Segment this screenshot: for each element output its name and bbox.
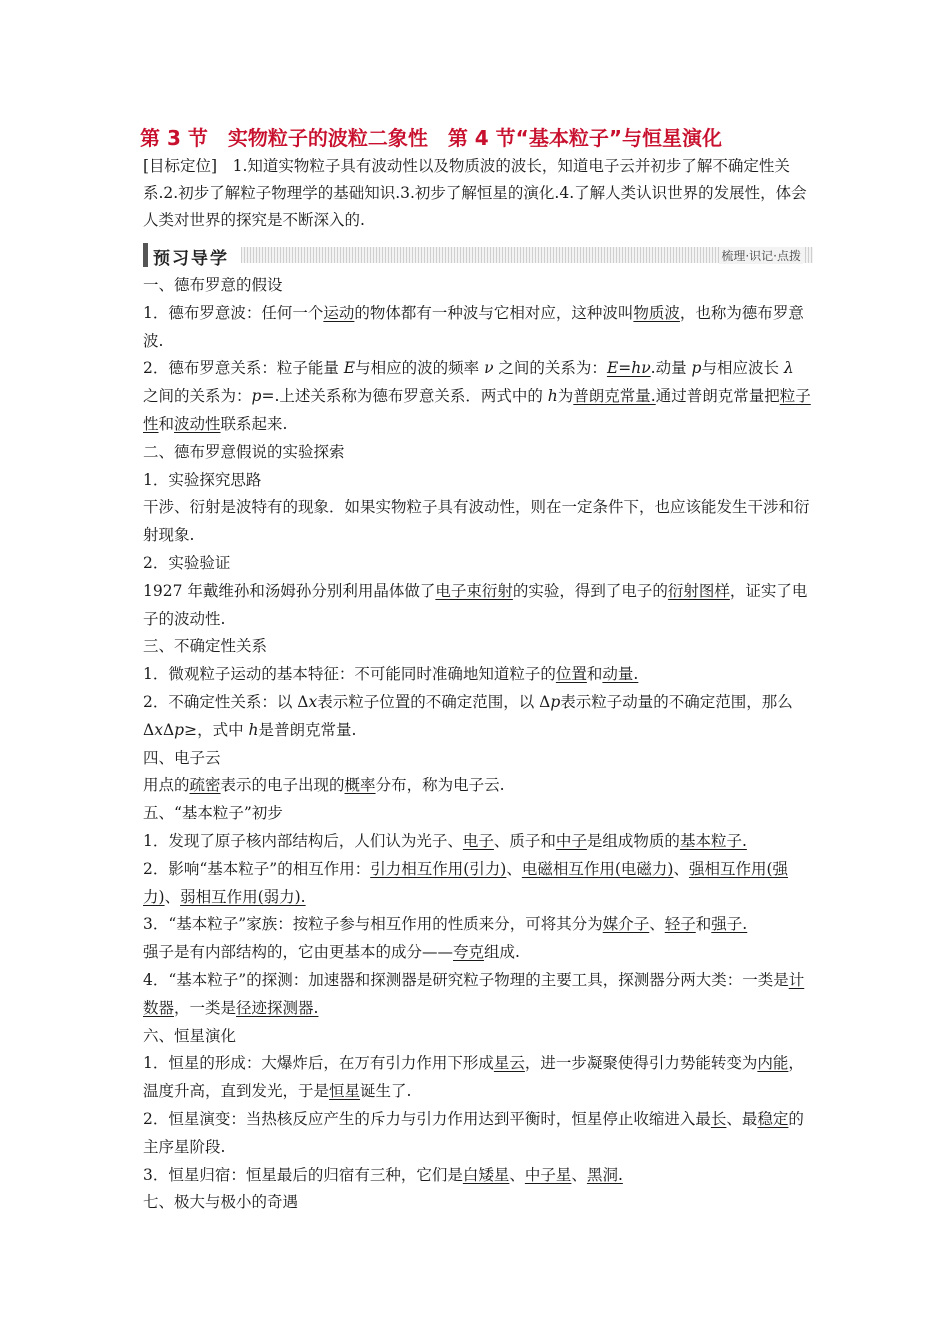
paragraph: 4．“基本粒子”的探测：加速器和探测器是研究粒子物理的主要工具，探测器分两大类：一类是计数器，一类是径迹探测器. (143, 970, 805, 1017)
blank-answer: 轻子 (664, 915, 696, 934)
blank-answer: 中子星 (524, 1165, 572, 1184)
paragraph: 3．“基本粒子”家族：按粒子参与相互作用的性质来分，可将其分为媒介子、轻子和强子. 强子是有内部结构的，它由更基本的成分——夸克组成. (143, 915, 748, 962)
banner-label: 预习导学 (153, 249, 229, 269)
paragraph: 2．德布罗意关系：粒子能量 E与相应的波的频率 ν 之间的关系为：E=hν.动量 p与相应波长 λ 之间的关系为：p=.上述关系称为德布罗意关系．两式中的 h为普朗克常量.通过普朗克常量把粒子性和波动性联系起来. (143, 359, 811, 433)
blank-answer: 星云 (493, 1054, 525, 1073)
banner-subtitle: 梳理·识记·点拨 (721, 249, 801, 263)
document-body (143, 272, 813, 1217)
blank-answer: E=hν (606, 359, 651, 378)
blank-answer: 媒介子 (602, 915, 650, 934)
banner-bar (143, 243, 148, 267)
blank-answer: 粒子性 (143, 387, 811, 433)
paragraph: 1．微观粒子运动的基本特征：不可能同时准确地知道粒子的位置和动量. (143, 665, 639, 684)
paragraph: 2．实验验证 (143, 553, 231, 572)
blank-answer: 普朗克常量. (573, 387, 656, 406)
paragraph: 1．发现了原子核内部结构后，人们认为光子、电子、质子和中子是组成物质的基本粒子. (143, 831, 747, 850)
paragraph: 2．恒星演变：当热核反应产生的斥力与引力作用达到平衡时，恒星停止收缩进入最长、最稳定的主序星阶段. (143, 1109, 804, 1156)
section-heading: 三、不确定性关系 (143, 637, 268, 656)
blank-answer: 径迹探测器. (236, 998, 319, 1017)
section-heading: 七、极大与极小的奇遇 (143, 1193, 299, 1212)
blank-answer: 衍射图样 (667, 581, 730, 600)
blank-answer: 基本粒子. (679, 831, 747, 850)
blank-answer: 疏密 (189, 776, 221, 795)
blank-answer: 恒星 (329, 1082, 361, 1101)
blank-answer: 黑洞. (586, 1165, 623, 1184)
section-heading: 一、德布罗意的假设 (143, 276, 283, 294)
blank-answer: 运动 (323, 303, 355, 322)
section-heading: 二、德布罗意假说的实验探索 (143, 442, 345, 461)
blank-answer: 动量. (602, 665, 639, 684)
paragraph: 干涉、衍射是波特有的现象．如果实物粒子具有波动性，则在一定条件下，也应该能发生干涉和衍射现象. (143, 498, 810, 545)
blank-answer: 波动性 (174, 414, 221, 433)
blank-answer: 内能 (757, 1054, 789, 1073)
paragraph: 1．德布罗意波：任何一个运动的物体都有一种波与它相对应，这种波叫物质波，也称为德布罗意波. (143, 303, 804, 350)
blank-answer: 白矮星 (462, 1165, 510, 1184)
paragraph: 用点的疏密表示的电子出现的概率分布，称为电子云. (143, 776, 505, 795)
blank-answer: 强子. (711, 915, 748, 934)
blank-answer: 长 (710, 1109, 727, 1128)
blank-answer: 电子束衍射 (435, 581, 513, 600)
blank-answer: 电磁相互作用(电磁力) (521, 859, 674, 878)
paragraph: 1．实验探究思路 (143, 470, 262, 489)
page-title: 第 3 节 实物粒子的波粒二象性 第 4 节“基本粒子”与恒星演化 (140, 126, 722, 150)
paragraph: 3．恒星归宿：恒星最后的归宿有三种，它们是白矮星、中子星、黑洞. (143, 1165, 623, 1184)
blank-answer: 计数器 (143, 970, 805, 1017)
section-heading: 五、“基本粒子”初步 (143, 804, 283, 823)
paragraph: 2．影响“基本粒子”的相互作用：引力相互作用(引力)、电磁相互作用(电磁力)、强相互作用(强力)、弱相互作用(弱力). (143, 859, 789, 906)
paragraph: 2．不确定性关系：以 Δx表示粒子位置的不确定范围，以 Δp表示粒子动量的不确定范围，那么 ΔxΔp≥，式中 h是普朗克常量. (143, 692, 793, 739)
section-banner (143, 243, 813, 267)
blank-answer: 电子 (462, 831, 494, 850)
learning-objectives: [目标定位] 1.知道实物粒子具有波动性以及物质波的波长，知道电子云并初步了解不确定性关系.2.初步了解粒子物理学的基础知识.3.初步了解恒星的演化.4.了解人类认识世界的发展性，体会人类对世界的探究是不断深入的. (143, 157, 807, 229)
section-heading: 四、电子云 (143, 748, 221, 767)
blank-answer: 物质波 (633, 303, 680, 322)
blank-answer: 位置 (555, 665, 587, 684)
section-heading: 六、恒星演化 (143, 1026, 237, 1045)
blank-answer: 概率 (344, 776, 376, 795)
blank-answer: 强相互作用(强力) (143, 859, 789, 906)
blank-answer: 引力相互作用(引力) (370, 859, 507, 878)
blank-answer: 中子 (555, 831, 587, 850)
paragraph: 1927 年戴维孙和汤姆孙分别利用晶体做了电子束衍射的实验，得到了电子的衍射图样，证实了电子的波动性. (143, 581, 808, 628)
blank-answer: 稳定 (757, 1109, 789, 1128)
blank-answer: 夸克 (453, 943, 485, 962)
paragraph: 1．恒星的形成：大爆炸后，在万有引力作用下形成星云，进一步凝聚使得引力势能转变为内能，温度升高，直到发光，于是恒星诞生了. (143, 1054, 804, 1101)
blank-answer: 弱相互作用(弱力). (180, 887, 306, 906)
